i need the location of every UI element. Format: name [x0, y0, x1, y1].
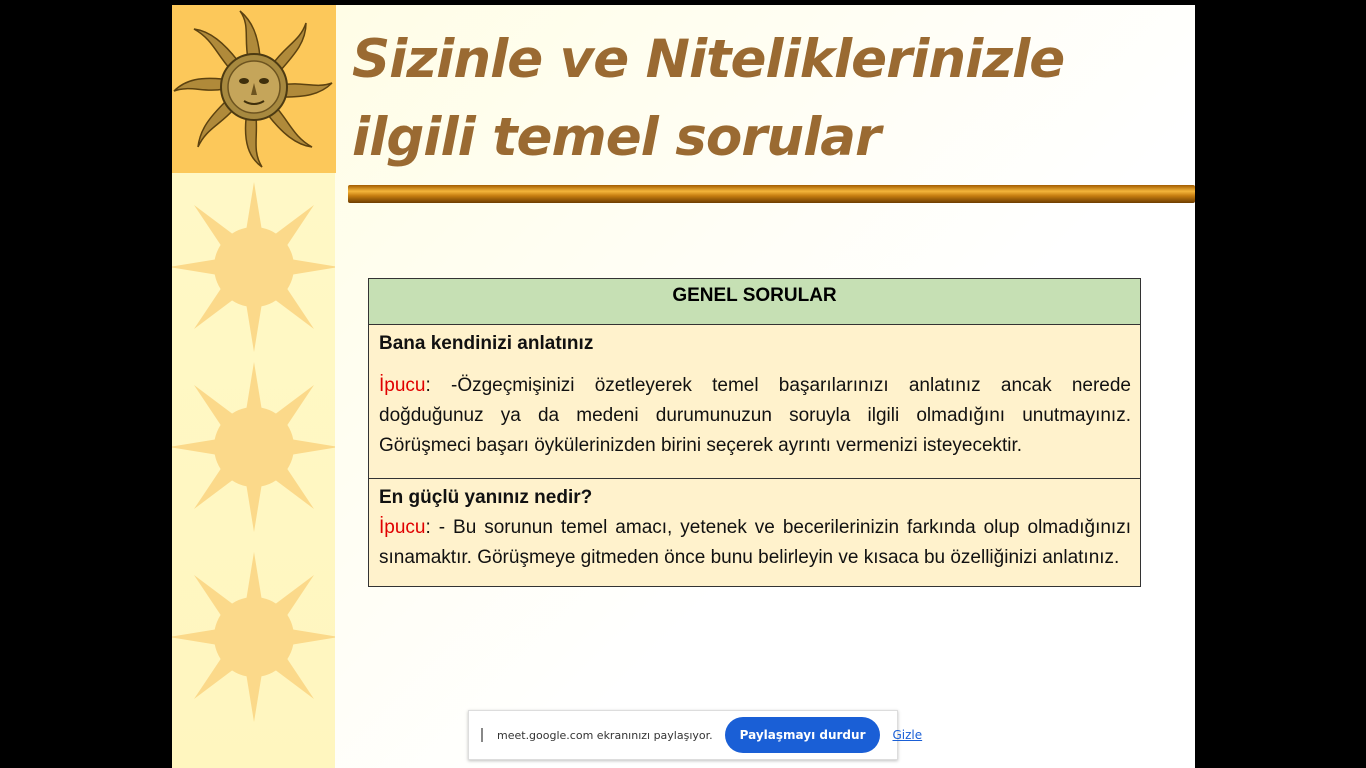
share-message: meet.google.com ekranınızı paylaşıyor. [497, 728, 713, 742]
table-row [369, 325, 1140, 479]
question-text: En güçlü yanınız nedir? [379, 487, 593, 508]
decorative-suns [172, 175, 335, 768]
sun-icon [172, 182, 335, 352]
tip-label: İpucu [379, 375, 426, 396]
question-text: Bana kendinizi anlatınız [379, 333, 594, 354]
tip-label: İpucu [379, 517, 426, 538]
table-header-label: GENEL SORULAR [672, 285, 837, 306]
tip-text: : -Özgeçmişinizi özetleyerek temel başarılarınızı anlatınız ancak nerede doğduğunuz ya da medeni durumunuzun soruyla ilgili olmadığını unutmayınız. Görüşmeci başarı öykülerinizden birini seçerek ayrıntı vermenizi isteyecektir. [379, 375, 1131, 456]
screen-share-banner [468, 710, 923, 760]
hide-link[interactable]: Gizle [892, 728, 923, 742]
sun-face-icon [172, 5, 336, 173]
table-row [369, 479, 1140, 586]
presentation-slide [172, 5, 1195, 768]
corner-sun-box [172, 5, 336, 173]
tip-text: : - Bu sorunun temel amacı, yetenek ve becerilerinizin farkında olup olmadığınızı sınamaktır. Görüşmeye gitmeden önce bunu belirleyin ve kısaca bu özelliğinizi anlatınız. [379, 517, 1131, 568]
sun-icon [172, 362, 335, 532]
sun-icon [172, 552, 335, 722]
slide-title: Sizinle ve Niteliklerinizle ilgili temel sorular [352, 29, 1065, 168]
questions-table [368, 278, 1141, 587]
title-divider-bar [348, 185, 1195, 203]
stop-sharing-button[interactable]: Paylaşmayı durdur [725, 717, 881, 753]
drag-handle-icon[interactable] [481, 728, 483, 742]
table-header [369, 279, 1140, 325]
